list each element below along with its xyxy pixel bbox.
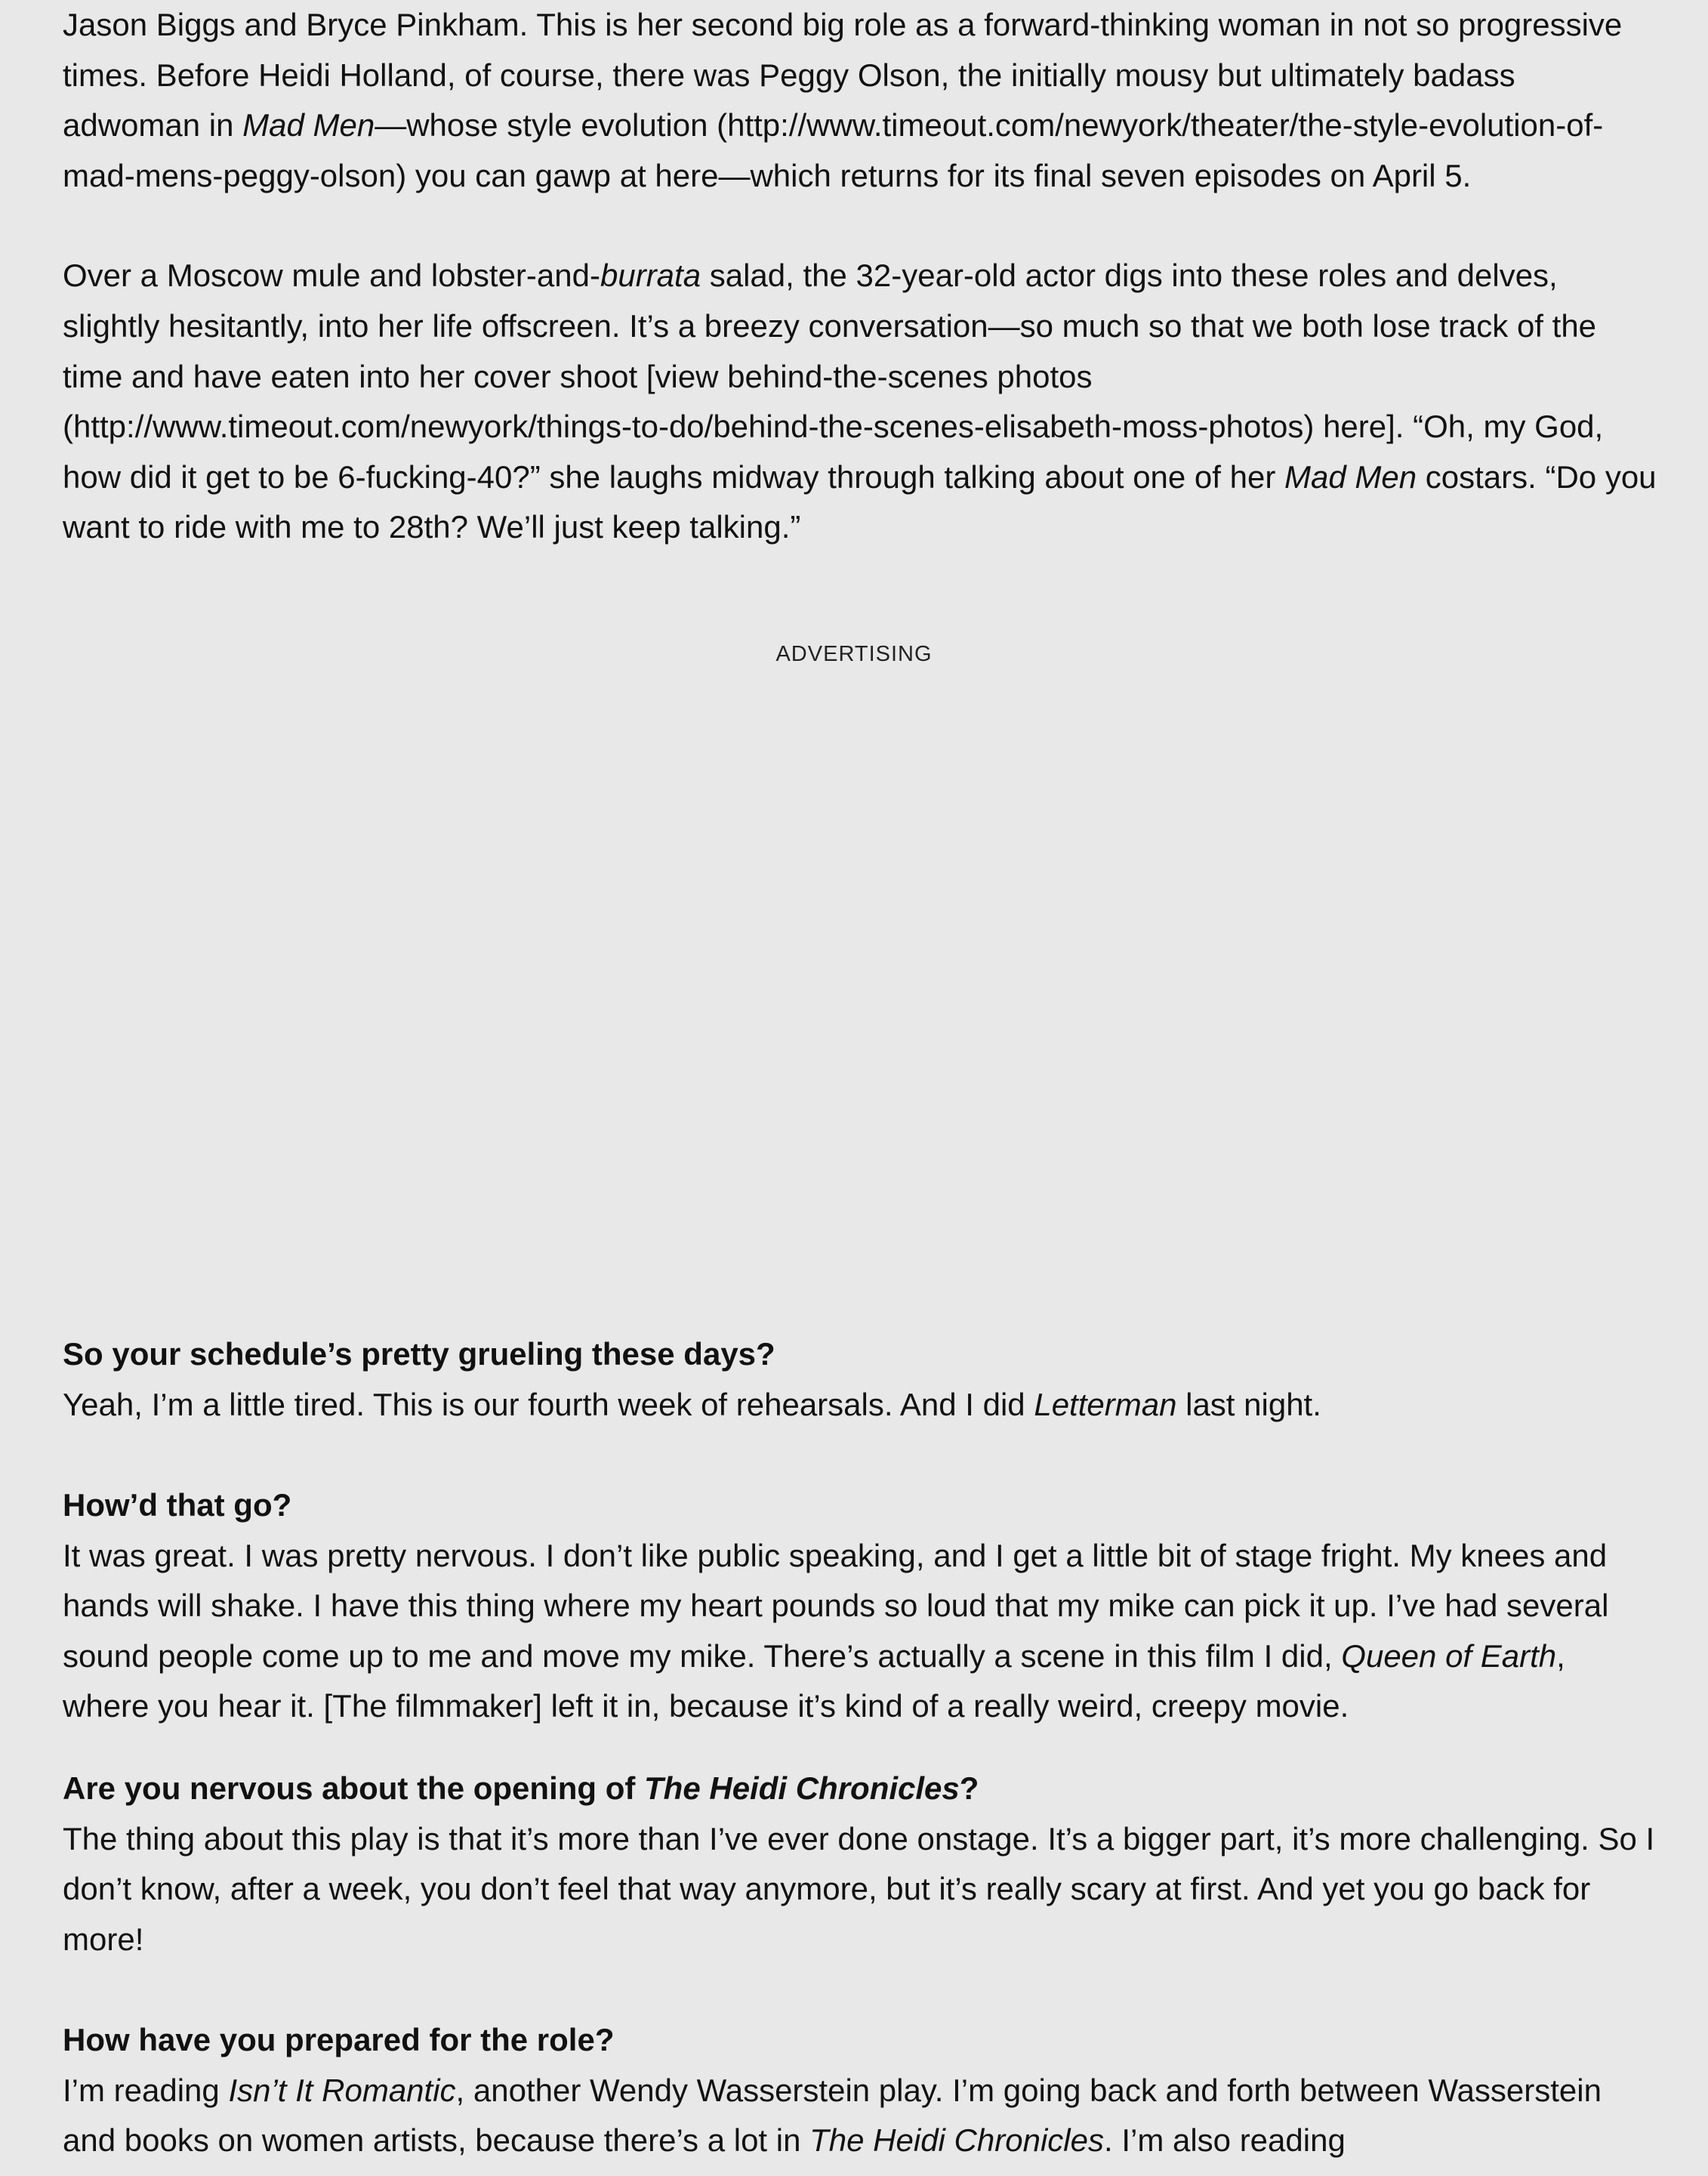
lunch-text-continued: salad, the 32-year-old actor digs into these roles and delves, slightly hesitantly, into her life offscreen. It’s a breezy conversation—so much so that we both lose track of the time and have eaten into her cover shoot [view behind-the-scenes photos (http://www.timeout.com/newyork/things-to-do/behind-the-scenes-elisabeth-moss-photos) here]. “Oh, my God, how did it get to be 6-fucking-40?” she laughs midway through talking about one of her	[63, 258, 1604, 495]
interview-answer-end: . I’m also reading	[1103, 2122, 1346, 2159]
question-mark: ?	[959, 1770, 979, 1806]
qa-item	[63, 1764, 1660, 1965]
interview-question: So your schedule’s pretty grueling these days?	[63, 1336, 775, 1372]
interview-answer: I’m reading	[63, 2072, 229, 2108]
interview-answer-continued: , where you hear it. [The filmmaker] left it in, because it’s kind of a really weird, creepy movie.	[63, 1637, 1565, 1724]
intro-paragraph	[63, 0, 1660, 201]
lunch-text-end: costars. “Do you want to ride with me to 28th? We’ll just keep talking.”	[63, 458, 1657, 545]
show-title-letterman: Letterman	[1034, 1386, 1177, 1422]
article-body	[63, 0, 1660, 553]
interview-question: How have you prepared for the role?	[63, 2022, 615, 2057]
show-title-mad-men: Mad Men	[1284, 458, 1417, 495]
interview-question: How’d that go?	[63, 1487, 292, 1523]
interview-answer: It was great. I was pretty nervous. I don’t like public speaking, and I get a little bit of stage fright. My knees and hands will shake. I have this thing where my heart pounds so loud that my mike can pick it up. I’ve had several sound people come up to me and move my mike. There’s actually a scene in this film I did,	[63, 1537, 1609, 1674]
play-title-isnt-it-romantic: Isn’t It Romantic	[228, 2072, 456, 2108]
play-title-heidi-chronicles: The Heidi Chronicles	[809, 2122, 1104, 2159]
intro-text: Jason Biggs and Bryce Pinkham. This is her second big role as a forward-thinking woman in not so progressive times. Before Heidi Holland, of course, there was Peggy Olson, the initially mousy but ultimately badass adwoman in	[63, 7, 1623, 144]
qa-item	[63, 2015, 1660, 2166]
lunch-text: Over a Moscow mule and lobster-and-	[63, 258, 600, 294]
show-title-mad-men: Mad Men	[242, 107, 375, 144]
play-title-heidi-chronicles: The Heidi Chronicles	[644, 1770, 960, 1806]
lunch-paragraph	[63, 251, 1660, 553]
intro-text-continued: —whose style evolution (http://www.timeout.com/newyork/theater/the-style-evolution-of-mad-mens-peggy-olson) you can gawp at here—which returns for its final seven episodes on April 5.	[63, 107, 1604, 193]
advertising-label: ADVERTISING	[775, 642, 933, 666]
interview-answer: The thing about this play is that it’s more than I’ve ever done onstage. It’s a bigger part, it’s more challenging. So I don’t know, after a week, you don’t feel that way anymore, but it’s really scary at first. And yet you go back for more!	[63, 1820, 1655, 1957]
qa-item	[63, 1329, 1660, 1430]
question-text: Are you nervous about the opening of	[63, 1770, 645, 1806]
interview-answer-continued: last night.	[1176, 1386, 1321, 1422]
dish-name-burrata: burrata	[600, 258, 701, 294]
film-title-queen-of-earth: Queen of Earth	[1341, 1637, 1557, 1674]
interview-question	[63, 1764, 1660, 1814]
qa-item	[63, 1480, 1660, 1732]
interview-answer: Yeah, I’m a little tired. This is our fourth week of rehearsals. And I did	[63, 1386, 1034, 1422]
ad-slot	[63, 684, 1660, 1318]
interview-answer-continued: , another Wendy Wasserstein play. I’m going back and forth between Wasserstein and books on women artists, because there’s a lot in	[63, 2072, 1602, 2159]
